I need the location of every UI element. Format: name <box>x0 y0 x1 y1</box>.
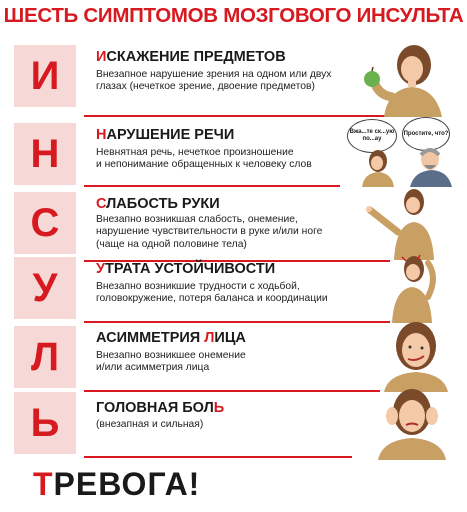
woman-holding-apple-illustration <box>354 37 454 117</box>
symptom-heading: ГОЛОВНАЯ БОЛЬ <box>96 400 225 416</box>
divider-line <box>84 185 340 187</box>
letter-box <box>14 45 76 107</box>
speech-bubble-left: Вжа...те ск...ую по...ау <box>347 119 397 153</box>
symptom-description: (внезапная и сильная) <box>96 419 204 430</box>
woman-dizzy-illustration <box>372 253 452 323</box>
symptom-heading: ИСКАЖЕНИЕ ПРЕДМЕТОВ <box>96 49 286 65</box>
letter-box <box>14 123 76 185</box>
letter-u: У <box>32 265 58 310</box>
divider-line <box>84 456 352 458</box>
symptom-row-speech <box>14 123 454 195</box>
woman-face-asymmetry-illustration <box>378 320 454 392</box>
page-title: ШЕСТЬ СИМПТОМОВ МОЗГОВОГО ИНСУЛЬТА <box>3 4 464 27</box>
symptom-row-balance <box>14 257 454 329</box>
symptom-row-vision <box>14 45 454 117</box>
letter-box <box>14 392 76 454</box>
letter-l: Л <box>30 334 60 379</box>
letter-soft-sign: Ь <box>30 400 60 445</box>
two-people-talking-illustration <box>344 147 454 187</box>
letter-n: Н <box>30 131 60 176</box>
symptom-description: Внезапно возникшее онемение и/или асимметрия лица <box>96 350 246 374</box>
alarm-footer: ТРЕВОГА! <box>33 466 201 502</box>
letter-box <box>14 326 76 388</box>
letter-i: И <box>30 53 60 98</box>
divider-line <box>84 321 390 323</box>
symptom-heading: УТРАТА УСТОЙЧИВОСТИ <box>96 261 276 277</box>
symptom-description: Невнятная речь, нечеткое произношение и непонимание обращенных к человеку слов <box>96 147 312 171</box>
divider-line <box>84 115 390 117</box>
letter-box <box>14 192 76 254</box>
symptom-heading: НАРУШЕНИЕ РЕЧИ <box>96 127 235 143</box>
symptom-description: Внезапно возникшая слабость, онемение, нарушение чувствительности в руке и/или ноге (чаще на одной половине тела) <box>96 214 323 250</box>
woman-headache-illustration <box>370 388 454 460</box>
symptom-description: Внезапно возникшие трудности с ходьбой, головокружение, потеря баланса и координации <box>96 281 328 305</box>
letter-box <box>14 257 76 319</box>
symptom-row-headache <box>14 392 454 464</box>
woman-arm-weakness-illustration <box>366 188 454 260</box>
symptom-heading: СЛАБОСТЬ РУКИ <box>96 196 220 212</box>
speech-bubble-right: Простите, что? <box>402 117 450 151</box>
symptom-description: Внезапное нарушение зрения на одном или двух глазах (нечеткое зрение, двоение предметов) <box>96 69 332 93</box>
symptom-heading: АСИММЕТРИЯ ЛИЦА <box>96 330 246 346</box>
letter-s: С <box>30 200 60 245</box>
